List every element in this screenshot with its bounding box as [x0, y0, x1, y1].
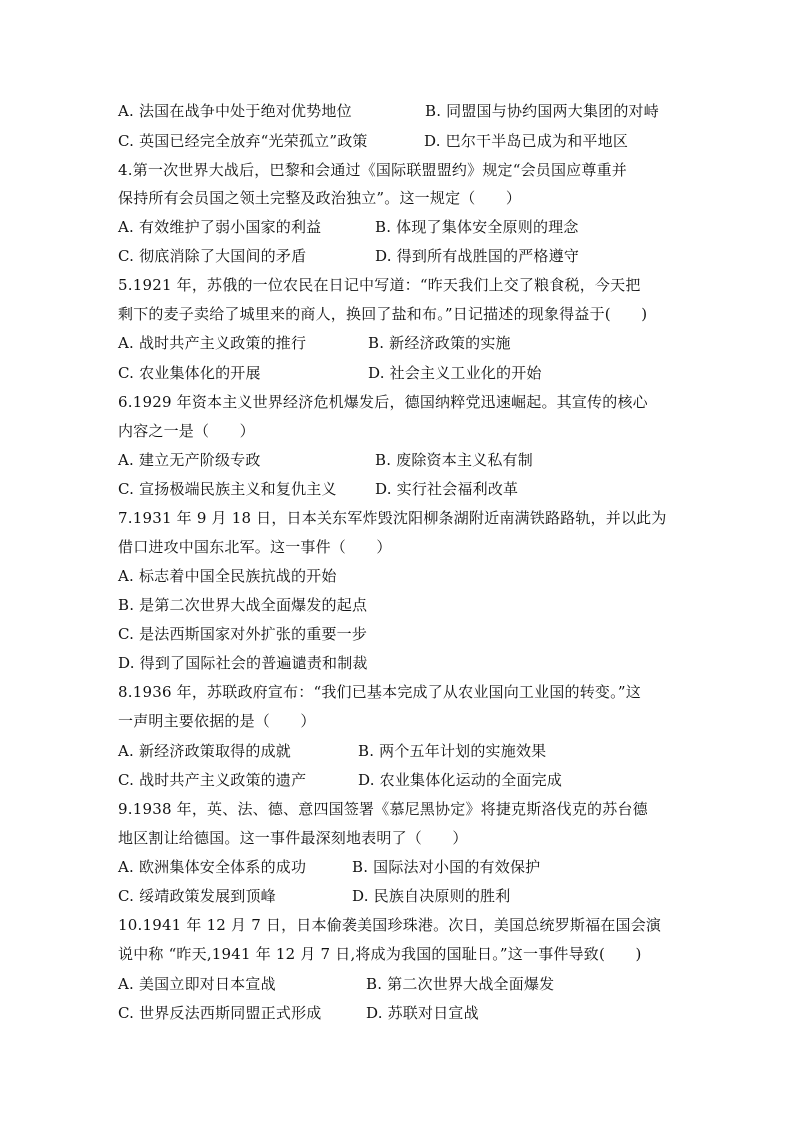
- q9-option-d: D. 民族自决原则的胜利: [352, 887, 511, 905]
- q6-option-b: B. 废除资本主义私有制: [375, 451, 533, 469]
- q4-stem-line2: 保持所有会员国之领土完整及政治独立”。这一规定（ ）: [118, 189, 522, 207]
- q8-option-a: A. 新经济政策取得的成就: [118, 742, 291, 760]
- q10-stem-line2: 说中称 “昨天,1941 年 12 月 7 日,将成为我国的国耻日。”这一事件导致( ): [118, 945, 642, 963]
- q9-option-b: B. 国际法对小国的有效保护: [352, 858, 541, 876]
- q4-stem-line1: 4.第一次世界大战后，巴黎和会通过《国际联盟盟约》规定“会员国应尊重并: [118, 161, 627, 179]
- q9-option-c: C. 绥靖政策发展到顶峰: [118, 887, 276, 905]
- q3-option-b: B. 同盟国与协约国两大集团的对峙: [425, 102, 659, 120]
- q7-option-c: C. 是法西斯国家对外扩张的重要一步: [118, 625, 368, 643]
- q7-option-a: A. 标志着中国全民族抗战的开始: [118, 567, 337, 585]
- q4-option-a: A. 有效维护了弱小国家的利益: [118, 218, 322, 236]
- q7-stem-line2: 借口进攻中国东北军。这一事件（ ）: [118, 538, 392, 556]
- q9-stem-line1: 9.1938 年，英、法、德、意四国签署《慕尼黑协定》将捷克斯洛伐克的苏台德: [118, 800, 648, 818]
- q4-option-b: B. 体现了集体安全原则的理念: [375, 218, 579, 236]
- q7-stem-line1: 7.1931 年 9 月 18 日，日本关东军炸毁沈阳柳条湖附近南满铁路路轨，并以此为: [118, 509, 667, 527]
- q5-option-b: B. 新经济政策的实施: [368, 334, 511, 352]
- q6-option-d: D. 实行社会福利改革: [375, 480, 519, 498]
- q4-option-c: C. 彻底消除了大国间的矛盾: [118, 247, 307, 265]
- q10-option-d: D. 苏联对日宣战: [366, 1004, 479, 1022]
- q8-option-c: C. 战时共产主义政策的遗产: [118, 771, 307, 789]
- q3-option-c: C. 英国已经完全放弃“光荣孤立”政策: [118, 132, 368, 150]
- q8-option-b: B. 两个五年计划的实施效果: [358, 742, 547, 760]
- q5-stem-line1: 5.1921 年，苏俄的一位农民在日记中写道：“昨天我们上交了粮食税，今天把: [118, 276, 641, 294]
- q10-option-b: B. 第二次世界大战全面爆发: [366, 975, 555, 993]
- q5-option-d: D. 社会主义工业化的开始: [368, 364, 542, 382]
- q8-stem-line2: 一声明主要依据的是（ ）: [118, 712, 316, 730]
- q9-option-a: A. 欧洲集体安全体系的成功: [118, 858, 307, 876]
- q6-stem-line2: 内容之一是（ ）: [118, 422, 255, 440]
- q8-option-d: D. 农业集体化运动的全面完成: [358, 771, 563, 789]
- q10-stem-line1: 10.1941 年 12 月 7 日，日本偷袭美国珍珠港。次日，美国总统罗斯福在国会演: [118, 916, 662, 934]
- q4-option-d: D. 得到所有战胜国的严格遵守: [375, 247, 580, 265]
- q5-option-a: A. 战时共产主义政策的推行: [118, 334, 307, 352]
- q8-stem-line1: 8.1936 年，苏联政府宣布：“我们已基本完成了从农业国向工业国的转变。”这: [118, 683, 641, 701]
- q6-option-a: A. 建立无产阶级专政: [118, 451, 261, 469]
- q7-option-b: B. 是第二次世界大战全面爆发的起点: [118, 596, 368, 614]
- q10-option-a: A. 美国立即对日本宣战: [118, 975, 276, 993]
- q6-stem-line1: 6.1929 年资本主义世界经济危机爆发后，德国纳粹党迅速崛起。其宣传的核心: [118, 393, 648, 411]
- q6-option-c: C. 宣扬极端民族主义和复仇主义: [118, 480, 337, 498]
- q9-stem-line2: 地区割让给德国。这一事件最深刻地表明了（ ）: [118, 829, 468, 847]
- q3-option-a: A. 法国在战争中处于绝对优势地位: [118, 102, 352, 120]
- q7-option-d: D. 得到了国际社会的普遍谴责和制裁: [118, 654, 368, 672]
- q5-option-c: C. 农业集体化的开展: [118, 364, 261, 382]
- q5-stem-line2: 剩下的麦子卖给了城里来的商人，换回了盐和布。”日记描述的现象得益于( ): [118, 305, 648, 323]
- q3-option-d: D. 巴尔干半岛已成为和平地区: [424, 132, 629, 150]
- q10-option-c: C. 世界反法西斯同盟正式形成: [118, 1004, 322, 1022]
